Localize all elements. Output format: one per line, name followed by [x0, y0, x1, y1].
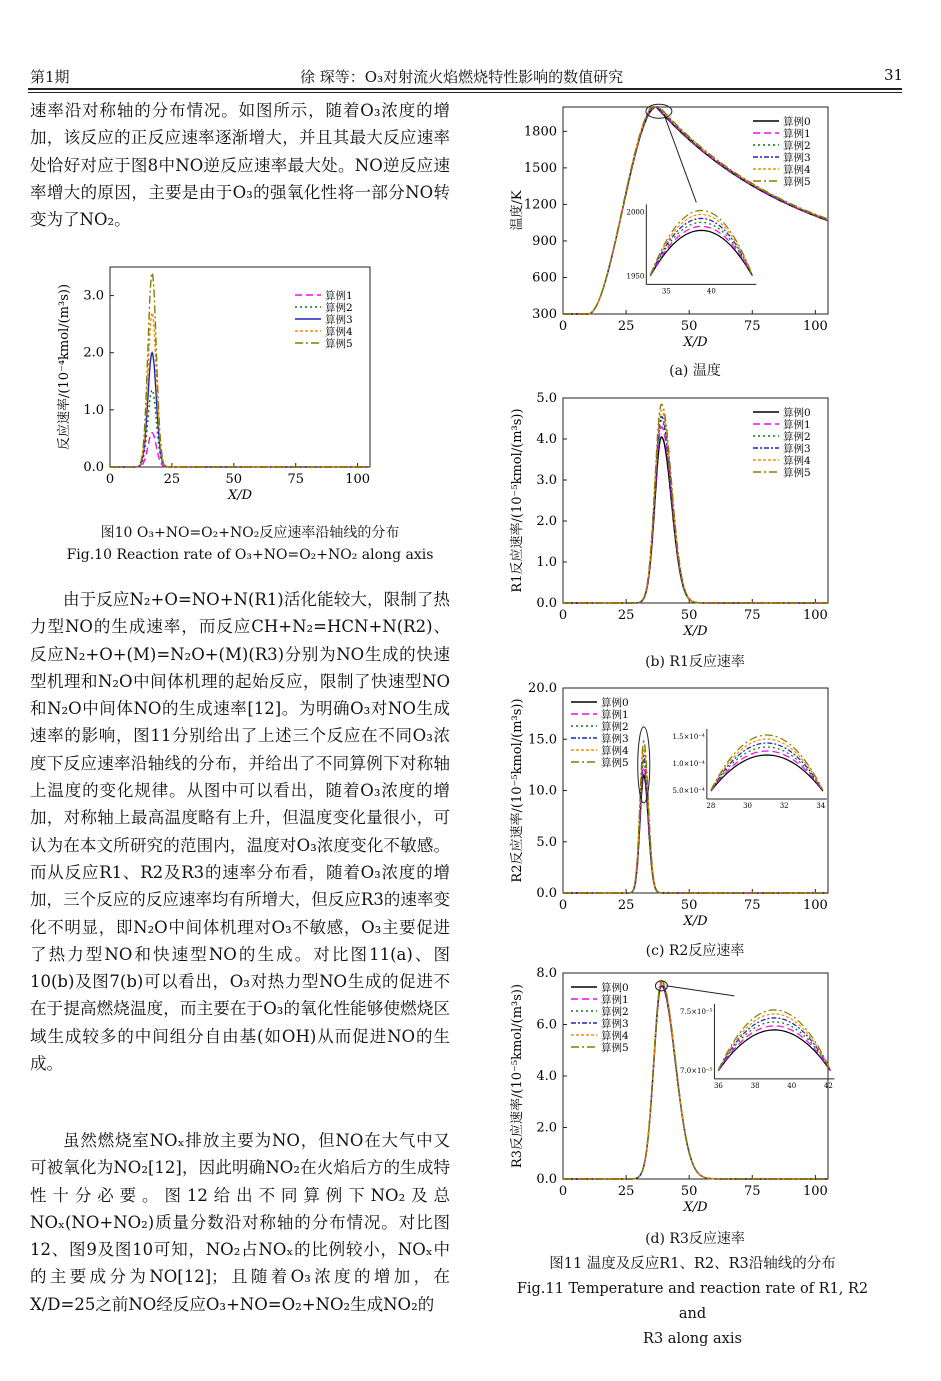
- figure-11d-subcaption: (d) R3反应速率: [645, 1231, 745, 1247]
- fig10-legend-label: 算例2: [325, 302, 353, 314]
- fig11a-ylabel: 温度/K: [510, 190, 525, 231]
- fig11a-inset-series-line: [650, 210, 752, 275]
- fig11c-inset-ytick-label: 1.0×10⁻⁴: [672, 760, 705, 768]
- fig11b-xtick-label: 100: [802, 608, 828, 623]
- fig11b-ylabel: R1反应速率/(10⁻⁵kmol/(m³s)): [510, 408, 525, 593]
- fig11b-xtick-label: 75: [744, 608, 761, 623]
- fig11c-legend-label: 算例5: [601, 757, 629, 769]
- fig11d-ytick-label: 6.0: [536, 1017, 557, 1033]
- fig11a-inset-series-line: [650, 230, 752, 276]
- fig11a-xlabel: X/D: [683, 335, 708, 350]
- fig11a-ytick-label: 600: [532, 270, 557, 286]
- fig11a-inset-series-line: [650, 214, 752, 275]
- figure-10-chart: [40, 255, 400, 520]
- figure-11a-chart: [495, 97, 840, 357]
- fig11c-inset-series-line: [711, 735, 823, 790]
- fig11d-xtick-label: 25: [617, 1184, 635, 1199]
- fig11d-legend-label: 算例2: [601, 1006, 629, 1018]
- fig11b-legend-label: 算例4: [783, 455, 811, 467]
- fig11b-ytick-label: 2.0: [536, 514, 557, 529]
- figure-11-caption-en-2: R3 along axis: [643, 1331, 742, 1347]
- fig11c-inset-series-line: [711, 739, 823, 790]
- fig10-xlabel: X/D: [227, 488, 253, 503]
- figure-11-caption-en-1: Fig.11 Temperature and reaction rate of R1, R2 and: [516, 1281, 869, 1322]
- fig11a-inset-series-line: [650, 218, 752, 275]
- fig11a-xtick-label: 25: [617, 319, 635, 334]
- fig11c-ytick-label: 0.0: [536, 886, 557, 901]
- fig11c-legend-label: 算例2: [601, 721, 629, 733]
- fig10-legend-label: 算例5: [325, 338, 353, 350]
- figure-11c-subcaption: (c) R2反应速率: [645, 943, 745, 959]
- fig11d-ytick-label: 2.0: [536, 1120, 557, 1136]
- fig11c-inset-xtick-label: 34: [816, 802, 826, 810]
- fig11c-xtick-label: 100: [802, 898, 828, 913]
- fig11d-xlabel: X/D: [683, 1200, 708, 1215]
- paragraph-2: 由于反应N₂+O=NO+N(R1)活化能较大，限制了热力型NO的生成速率，而反应CH+N₂=HCN+N(R2)、反应N₂+O+(M)=N₂O+(M)(R3)分别为NO生成的快速型机理和N₂O中间体机理的起始反应，限制了快速型NO和N₂O中间体NO的生成速率[12]。为明确O₃对NO生成速率的影响，图11分别给出了上述三个反应在不同O₃浓度下反应速率沿轴线的分布，并给出了不同算例下对称轴上温度的变化规律。从图中可以看出，随着O₃浓度的增加，对称轴上最高温度略有上升，但温度变化量很小，可认为在本文所研究的范围内，温度对O₃浓度变化不敏感。而从反应R1、R2及R3的速率分布看，随着O₃浓度的增加，三个反应的反应速率均有所增大，但反应R3的速率变化不明显，即N₂O中间体机理对O₃不敏感，O₃主要促进了热力型NO和快速型NO的生成。对比图11(a)、图10(b)及图7(b)可以看出，O₃对热力型NO生成的促进不在于提高燃烧温度，而主要在于O₃的氧化性能够使燃烧区域生成较多的中间组分自由基(如OH)从而促进NO的生成。: [30, 590, 450, 1074]
- fig11a-xtick-label: 75: [744, 319, 761, 334]
- fig11d-inset-xtick-label: 40: [787, 1081, 797, 1090]
- fig11c-inset-series-line: [711, 747, 823, 791]
- fig11d-xtick-label: 50: [680, 1184, 698, 1199]
- fig11b-xtick-label: 0: [558, 608, 568, 623]
- fig11c-inset-xtick-label: 32: [779, 802, 789, 810]
- fig11b-ytick-label: 5.0: [536, 391, 557, 406]
- fig11c-legend-label: 算例0: [601, 697, 629, 709]
- fig11d-xtick-label: 0: [558, 1184, 568, 1199]
- fig10-series-line: [110, 390, 370, 467]
- fig11c-inset-series-line: [711, 755, 823, 791]
- fig11c-inset-ytick-label: 1.5×10⁻⁴: [672, 733, 705, 741]
- fig11d-xtick-label: 75: [744, 1184, 761, 1199]
- fig11d-legend-label: 算例5: [601, 1042, 629, 1054]
- fig11a-legend-label: 算例5: [783, 176, 811, 188]
- fig11c-series-line: [563, 767, 828, 893]
- fig11c-xtick-label: 75: [744, 898, 761, 913]
- fig11b-legend-label: 算例2: [783, 431, 811, 443]
- fig11b-xlabel: X/D: [683, 624, 708, 639]
- fig11d-inset-series-line: [718, 1010, 830, 1070]
- fig11b-ytick-label: 1.0: [536, 555, 557, 570]
- header-title: 徐 琛等：O₃对射流火焰燃烧特性影响的数值研究: [300, 68, 624, 86]
- fig10-legend-label: 算例4: [325, 326, 353, 338]
- fig11b-xtick-label: 50: [680, 608, 698, 623]
- figure-11-caption: [505, 1252, 880, 1352]
- fig10-series-line: [110, 433, 370, 467]
- figure-11b-subcaption: (b) R1反应速率: [645, 654, 745, 670]
- fig11d-inset-series-line: [718, 1030, 830, 1071]
- fig11c-inset-series-line: [711, 751, 823, 791]
- fig11d-ytick-label: 0.0: [536, 1172, 557, 1187]
- fig11c-inset-xtick-label: 28: [706, 802, 716, 810]
- header-page-number: 31: [884, 66, 904, 84]
- fig11b-ytick-label: 4.0: [536, 432, 557, 447]
- fig11c-inset-series-line: [711, 743, 823, 791]
- fig11b-legend-label: 算例0: [783, 407, 811, 419]
- fig11c-legend-label: 算例4: [601, 745, 629, 757]
- fig10-xtick-label: 75: [287, 472, 304, 487]
- fig11c-legend-label: 算例3: [601, 733, 629, 745]
- fig10-xtick-label: 50: [225, 472, 243, 487]
- fig10-ytick-label: 1.0: [83, 402, 104, 418]
- fig11b-legend-label: 算例1: [783, 419, 811, 431]
- fig11c-xlabel: X/D: [683, 914, 708, 929]
- header-rule: [28, 88, 902, 93]
- fig10-legend-label: 算例3: [325, 314, 353, 326]
- fig10-xtick-label: 25: [163, 472, 181, 487]
- fig11a-zoom-arrow: [664, 114, 696, 202]
- fig11a-inset-ytick-label: 1950: [626, 272, 645, 281]
- fig11a-ytick-label: 1800: [523, 124, 557, 140]
- figure-11d-chart: [495, 965, 840, 1225]
- fig10-ytick-label: 3.0: [83, 288, 104, 304]
- fig11d-ytick-label: 8.0: [536, 966, 557, 981]
- fig11b-xtick-label: 25: [617, 608, 635, 623]
- fig11d-legend-label: 算例4: [601, 1030, 629, 1042]
- fig11c-xtick-label: 25: [617, 898, 635, 913]
- fig11d-legend-label: 算例3: [601, 1018, 629, 1030]
- paragraph-1: 速率沿对称轴的分布情况。如图所示，随着O₃浓度的增加，该反应的正反应速率逐渐增大，并且其最大反应速率处恰好对应于图8中NO逆反应速率最大处。NO逆反应速率增大的原因，主要是由于O₃的强氧化性将一部分NO转变为了NO₂。: [30, 101, 450, 230]
- fig10-ylabel: 反应速率/(10⁻⁴kmol/(m³s)): [57, 283, 72, 451]
- fig11a-inset-series-line: [650, 226, 752, 275]
- fig11b-ytick-label: 3.0: [536, 473, 557, 488]
- fig11a-xtick-label: 50: [680, 319, 698, 334]
- fig11a-ytick-label: 1200: [523, 197, 557, 213]
- fig11d-inset-ytick-label: 7.0×10⁻⁵: [680, 1066, 713, 1075]
- fig11c-ytick-label: 10.0: [528, 783, 557, 799]
- fig10-series-line: [110, 353, 370, 467]
- figure-10-caption-en: Fig.10 Reaction rate of O₃+NO=O₂+NO₂ along axis: [66, 547, 434, 563]
- fig11c-zoom-marker: [638, 727, 650, 803]
- fig11a-xtick-label: 0: [558, 319, 568, 334]
- fig11c-xtick-label: 0: [558, 898, 568, 913]
- fig11d-xtick-label: 100: [802, 1184, 828, 1199]
- fig11a-legend-label: 算例0: [783, 116, 811, 128]
- fig11d-inset-series-line: [718, 1014, 830, 1070]
- fig10-legend-label: 算例1: [325, 290, 353, 302]
- fig11a-legend-label: 算例3: [783, 152, 811, 164]
- fig11d-zoom-arrow: [666, 986, 734, 996]
- fig11c-inset-xtick-label: 30: [743, 802, 752, 810]
- fig11d-legend-label: 算例1: [601, 994, 629, 1006]
- fig11a-legend-label: 算例1: [783, 128, 811, 140]
- figure-11c-chart: [495, 680, 840, 935]
- fig11c-series-line: [563, 756, 828, 893]
- fig11d-legend-label: 算例0: [601, 982, 629, 994]
- fig11d-ytick-label: 4.0: [536, 1069, 557, 1084]
- fig11c-series-line: [563, 749, 828, 894]
- fig11a-xtick-label: 100: [802, 319, 828, 334]
- fig11d-ylabel: R3反应速率/(10⁻⁵kmol/(m³s)): [510, 983, 525, 1169]
- fig11a-ytick-label: 1500: [523, 160, 557, 176]
- fig11d-inset-ytick-label: 7.5×10⁻⁵: [680, 1007, 713, 1016]
- fig11c-ytick-label: 15.0: [528, 732, 557, 748]
- fig11d-inset-series-line: [718, 1022, 830, 1070]
- fig11b-legend-label: 算例5: [783, 467, 811, 479]
- fig11a-legend-label: 算例4: [783, 164, 811, 176]
- fig11c-ylabel: R2反应速率/(10⁻⁵kmol/(m³s)): [510, 698, 525, 883]
- fig11a-inset-ytick-label: 2000: [626, 208, 645, 217]
- fig11d-inset-xtick-label: 38: [750, 1081, 760, 1090]
- fig11c-series-line: [563, 762, 828, 893]
- fig11d-inset-series-line: [718, 1018, 830, 1070]
- fig11b-ytick-label: 0.0: [536, 596, 557, 611]
- figure-10-caption-cn: 图10 O₃+NO=O₂+NO₂反应速率沿轴线的分布: [100, 525, 400, 541]
- fig10-ytick-label: 2.0: [83, 345, 104, 361]
- fig11a-inset-xtick-label: 35: [661, 287, 671, 296]
- fig11c-legend-label: 算例1: [601, 709, 629, 721]
- figure-11b-chart: [495, 390, 840, 645]
- fig11d-inset-series-line: [718, 1026, 830, 1071]
- fig11c-ytick-label: 20.0: [528, 681, 557, 696]
- figure-10-caption: [40, 522, 460, 566]
- figure-11a-subcaption: (a) 温度: [669, 363, 721, 379]
- fig11a-ytick-label: 900: [532, 233, 557, 249]
- fig11a-inset-xtick-label: 40: [706, 287, 716, 296]
- paragraph-3: 虽然燃烧室NOₓ排放主要为NO，但NO在大气中又可被氧化为NO₂[12]，因此明确NO₂在火焰后方的生成特性十分必要。图12给出不同算例下NO₂及总NOₓ(NO+NO₂)质量分数沿对称轴的分布情况。对比图12、图9及图10可知，NO₂占NOₓ的比例较小，NOₓ中的主要成分为NO[12]；且随着O₃浓度的增加，在X/D=25之前NO经反应O₃+NO=O₂+NO₂生成NO₂的: [30, 1131, 450, 1314]
- fig11d-inset-xtick-label: 42: [823, 1081, 833, 1090]
- fig10-xtick-label: 100: [345, 472, 371, 487]
- fig10-ytick-label: 0.0: [83, 460, 104, 475]
- fig11c-xtick-label: 50: [680, 898, 698, 913]
- header-issue: 第1期: [30, 68, 70, 86]
- figure-11-caption-cn: 图11 温度及反应R1、R2、R3沿轴线的分布: [549, 1256, 836, 1272]
- fig11c-inset-ytick-label: 5.0×10⁻⁴: [672, 787, 705, 795]
- fig11a-legend-label: 算例2: [783, 140, 811, 152]
- fig11a-ytick-label: 300: [532, 307, 557, 322]
- fig11b-legend-label: 算例3: [783, 443, 811, 455]
- fig11d-inset-xtick-label: 36: [713, 1081, 723, 1090]
- fig11c-ytick-label: 5.0: [536, 834, 557, 850]
- fig10-xtick-label: 0: [105, 472, 115, 487]
